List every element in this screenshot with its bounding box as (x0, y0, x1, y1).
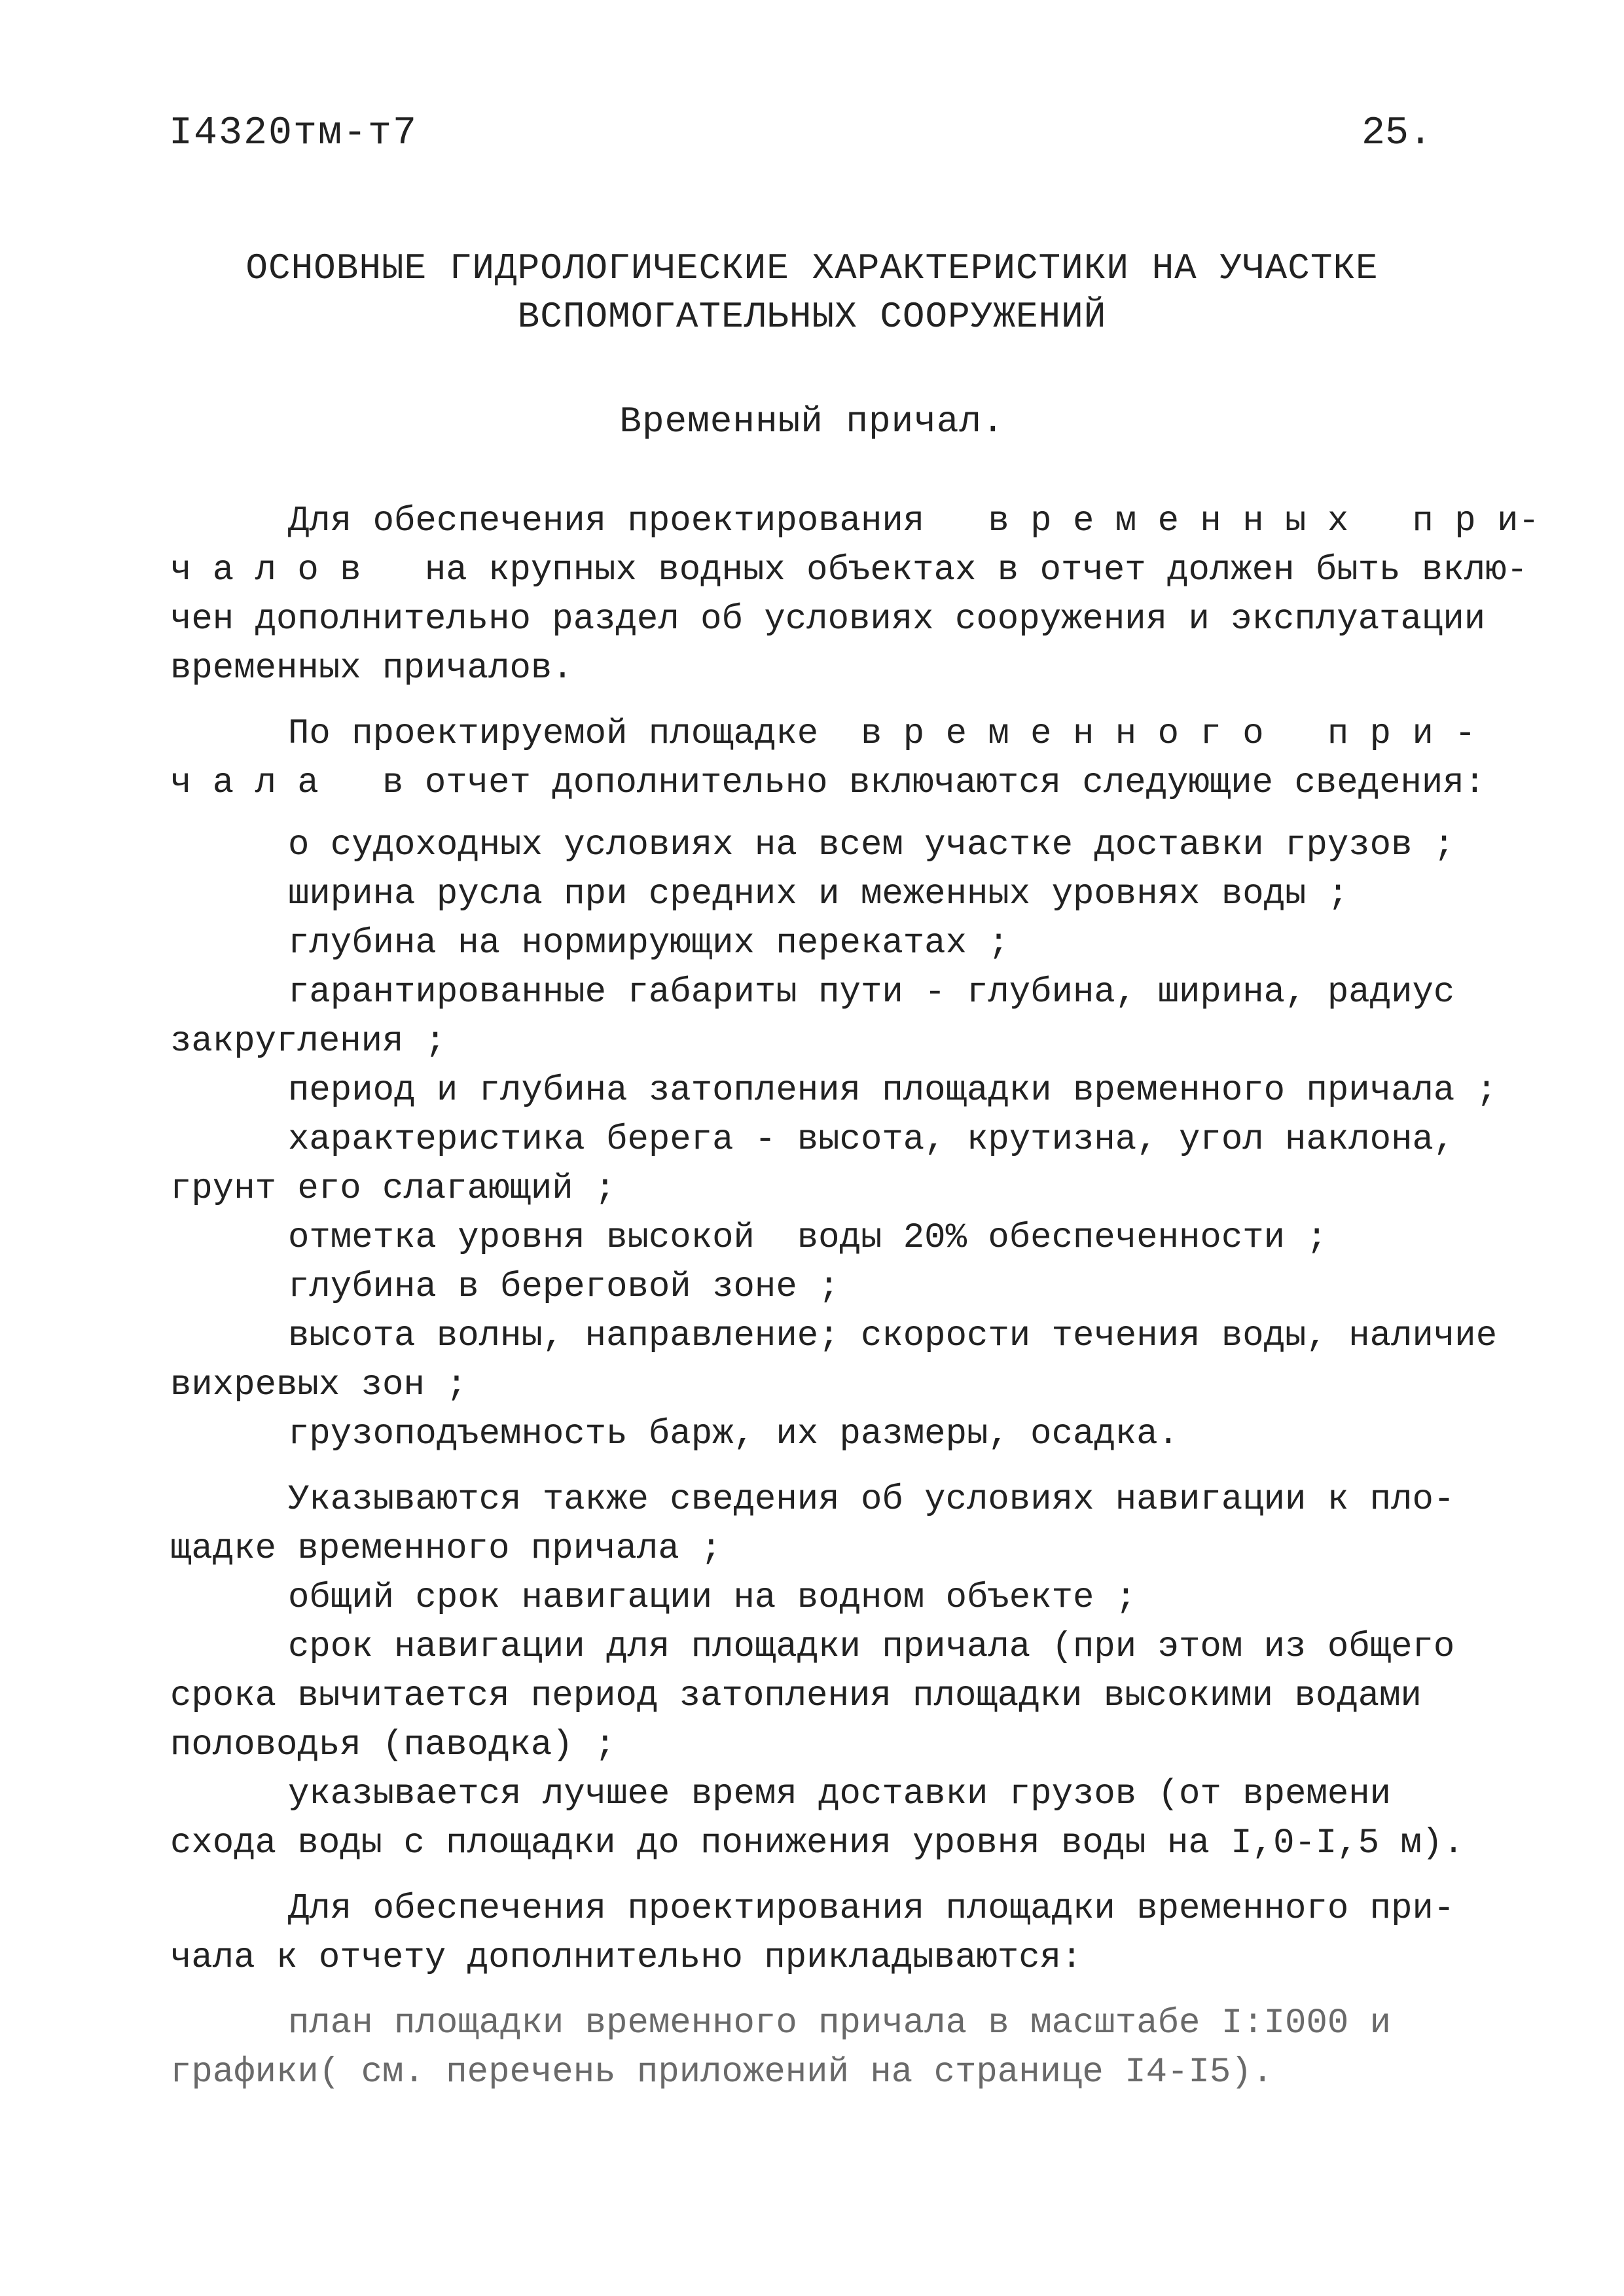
subtitle: Временный причал. (619, 401, 1005, 442)
body-line: ширина русла при средних и меженных уровнях воды ; (288, 874, 1349, 914)
body-line: Для обеспечения проектирования площадки временного при- (288, 1889, 1455, 1929)
body-line: Для обеспечения проектирования в р е м е н н ы х п р и- (288, 501, 1540, 541)
body-line: глубина на нормирующих перекатах ; (288, 924, 1009, 963)
body-line: чала к отчету дополнительно прикладываются: (170, 1938, 1083, 1978)
body-line: высота волны, направление; скорости течения воды, наличие (288, 1316, 1498, 1356)
body-line: указывается лучшее время доставки грузов (от времени (288, 1774, 1392, 1814)
body-line: о судоходных условиях на всем участке доставки грузов ; (288, 825, 1455, 865)
document-code: I4320тм-т7 (169, 111, 418, 156)
title-line-1: ОСНОВНЫЕ ГИДРОЛОГИЧЕСКИЕ ХАРАКТЕРИСТИКИ НА УЧАСТКЕ (245, 247, 1379, 289)
body-line: щадке временного причала ; (170, 1529, 722, 1569)
body-line: графики( см. перечень приложений на странице I4-I5). (170, 2053, 1274, 2092)
body-line: гарантированные габариты пути - глубина, ширина, радиус (288, 973, 1455, 1013)
body-line: общий срок навигации на водном объекте ; (288, 1578, 1137, 1618)
body-line: закругления ; (170, 1022, 446, 1062)
body-line: отметка уровня высокой воды 20% обеспеченности ; (288, 1218, 1327, 1258)
body-line: Указываются также сведения об условиях навигации к пло- (288, 1480, 1455, 1520)
title-line-2: ВСПОМОГАТЕЛЬНЫХ СООРУЖЕНИЙ (517, 296, 1107, 338)
body-line: временных причалов. (170, 649, 573, 689)
body-line: грунт его слагающий ; (170, 1169, 616, 1209)
body-line: ч а л а в отчет дополнительно включаются следующие сведения: (170, 763, 1486, 803)
body-line: ч а л о в на крупных водных объектах в отчет должен быть вклю- (170, 550, 1528, 590)
page-number: 25. (1362, 111, 1433, 156)
body-line: срока вычитается период затопления площадки высокими водами (170, 1676, 1422, 1716)
body-line: чен дополнительно раздел об условиях сооружения и эксплуатации (170, 600, 1486, 639)
body-line: план площадки временного причала в масштабе I:I000 и (288, 2003, 1392, 2043)
body-line: грузоподъемность барж, их размеры, осадка. (288, 1414, 1180, 1454)
body-line: характеристика берега - высота, крутизна, угол наклона, (288, 1120, 1455, 1160)
body-line: половодья (паводка) ; (170, 1725, 616, 1765)
body-line: период и глубина затопления площадки временного причала ; (288, 1071, 1498, 1111)
body-line: По проектируемой площадке в р е м е н н о г о п р и - (288, 714, 1476, 754)
body-line: глубина в береговой зоне ; (288, 1267, 840, 1307)
body-line: срок навигации для площадки причала (при этом из общего (288, 1627, 1455, 1667)
body-line: схода воды с площадки до понижения уровня воды на I,0-I,5 м). (170, 1823, 1464, 1863)
body-line: вихревых зон ; (170, 1365, 467, 1405)
